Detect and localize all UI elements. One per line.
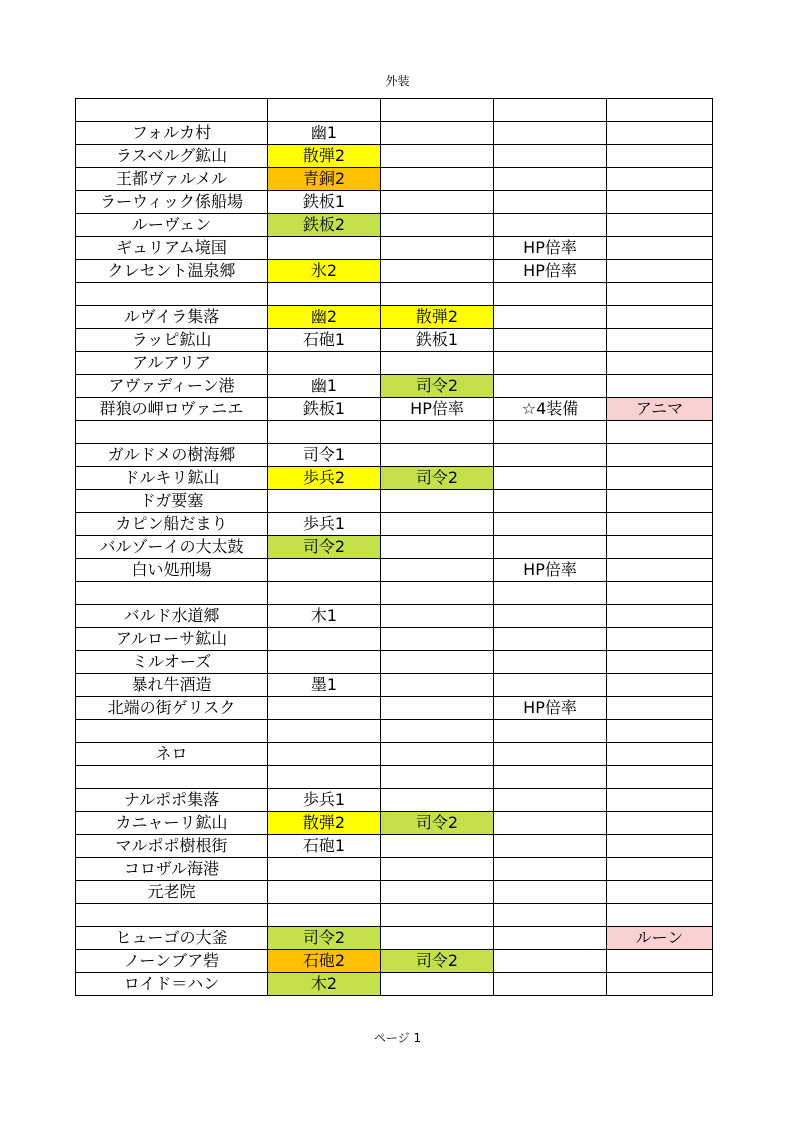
location-name-cell [76,720,268,743]
attribute-cell-1 [268,237,381,260]
attribute-cell-4 [607,283,713,306]
attribute-cell-1: 青銅2 [268,168,381,191]
attribute-cell-4 [607,743,713,766]
table-row [76,651,713,674]
attribute-cell-1: 鉄板1 [268,398,381,421]
attribute-cell-4 [607,306,713,329]
attribute-cell-2 [381,835,494,858]
table-row [76,812,713,835]
attribute-cell-3 [494,743,607,766]
attribute-cell-3 [494,927,607,950]
table-row [76,398,713,421]
attribute-cell-2: 鉄板1 [381,329,494,352]
table-row [76,168,713,191]
attribute-cell-2 [381,99,494,122]
attribute-cell-4 [607,858,713,881]
attribute-cell-4 [607,467,713,490]
attribute-cell-4 [607,237,713,260]
attribute-cell-4 [607,191,713,214]
attribute-cell-1 [268,904,381,927]
location-name-cell [76,421,268,444]
attribute-cell-3 [494,375,607,398]
location-name-cell: ヒューゴの大釜 [76,927,268,950]
location-name-cell: カニャーリ鉱山 [76,812,268,835]
attribute-cell-2 [381,536,494,559]
attribute-cell-1 [268,628,381,651]
attribute-cell-1 [268,352,381,375]
table-row [76,950,713,973]
location-name-cell [76,766,268,789]
location-name-cell: アヴァディーン港 [76,375,268,398]
table-row [76,99,713,122]
attribute-cell-4 [607,122,713,145]
location-name-cell: ロイド＝ハン [76,973,268,996]
attribute-cell-1 [268,858,381,881]
attribute-cell-3 [494,168,607,191]
attribute-cell-3 [494,904,607,927]
attribute-cell-1: 司令2 [268,927,381,950]
attribute-cell-1: 散弾2 [268,812,381,835]
attribute-cell-3 [494,789,607,812]
attribute-cell-1 [268,881,381,904]
table-row [76,973,713,996]
table-row [76,375,713,398]
location-name-cell: 暴れ牛酒造 [76,674,268,697]
attribute-cell-2: 司令2 [381,467,494,490]
attribute-cell-4 [607,145,713,168]
attribute-cell-4 [607,628,713,651]
attribute-cell-3 [494,674,607,697]
table-row [76,536,713,559]
attribute-cell-2 [381,421,494,444]
attribute-cell-1: 幽1 [268,375,381,398]
attribute-cell-2 [381,283,494,306]
attribute-cell-4 [607,490,713,513]
attribute-cell-3 [494,973,607,996]
table-row [76,444,713,467]
attribute-cell-2 [381,881,494,904]
attribute-cell-2 [381,559,494,582]
attribute-cell-2 [381,628,494,651]
attribute-cell-4 [607,260,713,283]
attribute-cell-4 [607,214,713,237]
attribute-cell-3 [494,444,607,467]
attribute-cell-3: ☆4装備 [494,398,607,421]
attribute-cell-2 [381,720,494,743]
attribute-cell-2: HP倍率 [381,398,494,421]
attribute-cell-1: 鉄板1 [268,191,381,214]
attribute-cell-4: アニマ [607,398,713,421]
location-name-cell: 北端の街ゲリスク [76,697,268,720]
location-name-cell: ドガ要塞 [76,490,268,513]
attribute-cell-2 [381,260,494,283]
location-name-cell [76,582,268,605]
attribute-cell-2 [381,237,494,260]
attribute-cell-2 [381,927,494,950]
location-name-cell [76,283,268,306]
attribute-cell-1 [268,582,381,605]
table-row [76,674,713,697]
attribute-cell-3: HP倍率 [494,697,607,720]
attribute-cell-2 [381,766,494,789]
attribute-cell-3 [494,421,607,444]
table-row [76,628,713,651]
attribute-cell-3 [494,513,607,536]
attribute-cell-3 [494,881,607,904]
attribute-cell-3 [494,766,607,789]
attribute-cell-3 [494,490,607,513]
table-row [76,214,713,237]
table-row [76,306,713,329]
attribute-cell-2 [381,743,494,766]
table-row [76,467,713,490]
page-header: 外装 [385,74,410,88]
attribute-cell-2: 司令2 [381,375,494,398]
attribute-cell-1: 石砲1 [268,329,381,352]
attribute-cell-3 [494,628,607,651]
attribute-cell-4 [607,559,713,582]
attribute-cell-3: HP倍率 [494,559,607,582]
attribute-cell-3: HP倍率 [494,237,607,260]
table-row [76,329,713,352]
attribute-cell-4 [607,720,713,743]
location-name-cell: クレセント温泉郷 [76,260,268,283]
location-name-cell: ドルキリ鉱山 [76,467,268,490]
attribute-cell-4 [607,674,713,697]
attribute-cell-4 [607,444,713,467]
location-name-cell: 白い処刑場 [76,559,268,582]
attribute-cell-2 [381,214,494,237]
attribute-cell-2 [381,789,494,812]
attribute-cell-2 [381,191,494,214]
attribute-cell-3 [494,145,607,168]
attribute-cell-3 [494,352,607,375]
location-name-cell: ラスベルグ鉱山 [76,145,268,168]
attribute-cell-3 [494,950,607,973]
attribute-cell-1: 木2 [268,973,381,996]
attribute-cell-2 [381,605,494,628]
attribute-cell-3 [494,122,607,145]
location-name-cell: 群狼の岬ロヴァニエ [76,398,268,421]
attribute-cell-3 [494,651,607,674]
attribute-cell-4 [607,904,713,927]
attribute-cell-2 [381,973,494,996]
location-name-cell [76,904,268,927]
attribute-cell-1: 歩兵1 [268,789,381,812]
attribute-cell-1 [268,651,381,674]
attribute-cell-3 [494,467,607,490]
attribute-cell-3 [494,536,607,559]
attribute-cell-4 [607,375,713,398]
table-row [76,582,713,605]
table-row [76,237,713,260]
attribute-cell-3: HP倍率 [494,260,607,283]
attribute-cell-1: 石砲2 [268,950,381,973]
attribute-cell-4 [607,168,713,191]
attribute-cell-2 [381,697,494,720]
attribute-cell-2 [381,858,494,881]
attribute-cell-2 [381,490,494,513]
attribute-cell-1: 歩兵2 [268,467,381,490]
location-name-cell: ラッピ鉱山 [76,329,268,352]
attribute-cell-1: 散弾2 [268,145,381,168]
attribute-cell-2 [381,651,494,674]
attribute-cell-2 [381,444,494,467]
attribute-cell-2 [381,168,494,191]
location-name-cell: バルド水道郷 [76,605,268,628]
attribute-cell-1 [268,283,381,306]
table-row [76,858,713,881]
location-name-cell: 王都ヴァルメル [76,168,268,191]
attribute-cell-1 [268,421,381,444]
attribute-cell-4 [607,352,713,375]
location-name-cell: ルヴイラ集落 [76,306,268,329]
attribute-cell-4 [607,881,713,904]
location-name-cell: コロザル海港 [76,858,268,881]
attribute-cell-3 [494,306,607,329]
location-name-cell: ネロ [76,743,268,766]
attribute-cell-1 [268,99,381,122]
attribute-cell-2 [381,352,494,375]
attribute-cell-2 [381,145,494,168]
attribute-cell-1 [268,766,381,789]
table-row [76,513,713,536]
table-row [76,191,713,214]
attribute-cell-1: 歩兵1 [268,513,381,536]
location-name-cell [76,99,268,122]
attribute-cell-4 [607,835,713,858]
page-footer: ページ 1 [373,1031,422,1045]
table-row [76,835,713,858]
attribute-cell-4: ルーン [607,927,713,950]
location-name-cell: アルアリア [76,352,268,375]
location-name-cell: マルポポ樹根街 [76,835,268,858]
location-name-cell: 元老院 [76,881,268,904]
attribute-cell-4 [607,513,713,536]
attribute-cell-1 [268,559,381,582]
attribute-cell-4 [607,582,713,605]
attribute-cell-3 [494,582,607,605]
attribute-cell-4 [607,812,713,835]
attribute-cell-1 [268,743,381,766]
table-row [76,881,713,904]
attribute-cell-3 [494,214,607,237]
location-name-cell: ノーンブア砦 [76,950,268,973]
attribute-cell-4 [607,421,713,444]
table-row [76,927,713,950]
table-row [76,697,713,720]
attribute-cell-1: 墨1 [268,674,381,697]
table-row [76,605,713,628]
attribute-cell-2: 司令2 [381,812,494,835]
attribute-cell-1: 司令2 [268,536,381,559]
attribute-cell-4 [607,329,713,352]
attribute-cell-1: 司令1 [268,444,381,467]
attribute-cell-4 [607,766,713,789]
location-name-cell: ミルオーズ [76,651,268,674]
location-name-cell: ガルドメの樹海郷 [76,444,268,467]
attribute-cell-2 [381,582,494,605]
attribute-cell-1: 鉄板2 [268,214,381,237]
attribute-cell-3 [494,812,607,835]
location-name-cell: カピン船だまり [76,513,268,536]
attribute-cell-4 [607,789,713,812]
location-name-cell: ラーウィック係船場 [76,191,268,214]
attribute-cell-1: 幽1 [268,122,381,145]
attribute-cell-4 [607,536,713,559]
attribute-cell-1: 木1 [268,605,381,628]
attribute-cell-2 [381,122,494,145]
attribute-cell-4 [607,697,713,720]
attribute-cell-3 [494,191,607,214]
attribute-cell-2 [381,904,494,927]
outfit-table [75,98,713,996]
table-row [76,766,713,789]
table-row [76,490,713,513]
attribute-cell-4 [607,99,713,122]
table-row [76,352,713,375]
table-row [76,283,713,306]
attribute-cell-1 [268,720,381,743]
table-row [76,260,713,283]
table-row [76,145,713,168]
attribute-cell-1 [268,490,381,513]
location-name-cell: ナルポポ集落 [76,789,268,812]
attribute-cell-2 [381,513,494,536]
attribute-cell-2: 散弾2 [381,306,494,329]
table-row [76,559,713,582]
table-row [76,904,713,927]
attribute-cell-3 [494,605,607,628]
attribute-cell-1: 石砲1 [268,835,381,858]
attribute-cell-4 [607,605,713,628]
attribute-cell-3 [494,99,607,122]
attribute-cell-3 [494,858,607,881]
attribute-cell-2: 司令2 [381,950,494,973]
attribute-cell-4 [607,651,713,674]
attribute-cell-1: 幽2 [268,306,381,329]
location-name-cell: アルローサ鉱山 [76,628,268,651]
attribute-cell-1 [268,697,381,720]
attribute-cell-3 [494,720,607,743]
table-row [76,421,713,444]
outfit-table-body [76,99,713,996]
location-name-cell: フォルカ村 [76,122,268,145]
attribute-cell-3 [494,329,607,352]
location-name-cell: ギュリアム境国 [76,237,268,260]
attribute-cell-4 [607,973,713,996]
table-row [76,720,713,743]
attribute-cell-4 [607,950,713,973]
table-row [76,743,713,766]
table-row [76,122,713,145]
table-row [76,789,713,812]
location-name-cell: バルゾーイの大太鼓 [76,536,268,559]
location-name-cell: ルーヴェン [76,214,268,237]
attribute-cell-3 [494,283,607,306]
attribute-cell-2 [381,674,494,697]
attribute-cell-3 [494,835,607,858]
attribute-cell-1: 氷2 [268,260,381,283]
